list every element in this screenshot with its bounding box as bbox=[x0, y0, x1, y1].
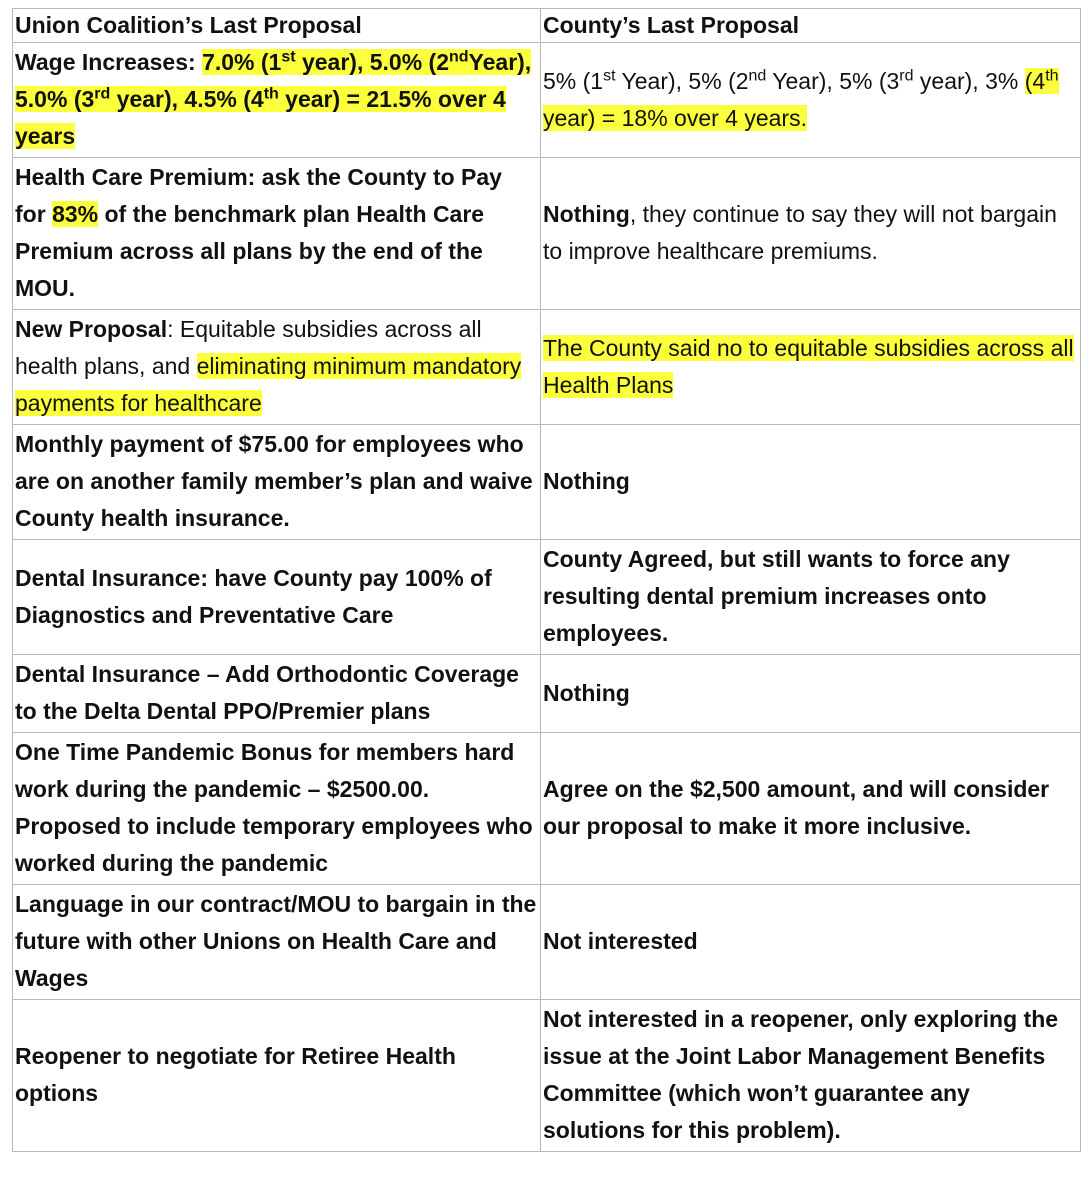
table-row bbox=[13, 733, 1081, 885]
county-wage-text: Year), 5% (2 bbox=[615, 67, 749, 94]
county-response-cell: Not interested bbox=[541, 885, 1081, 1000]
county-wage-text: (4 bbox=[1024, 67, 1046, 94]
county-response-cell: Not interested in a reopener, only exploring the issue at the Joint Labor Management Benefits Committee (which won’t guarantee any solutions for this problem). bbox=[541, 1000, 1081, 1152]
union-proposal-cell: Monthly payment of $75.00 for employees who are on another family member’s plan and waive County health insurance. bbox=[13, 425, 541, 540]
county-wage-text: Year), 5% (3 bbox=[766, 67, 900, 94]
superscript: st bbox=[281, 48, 296, 66]
wage-text: Year), 5.0% (3 bbox=[15, 49, 532, 112]
highlighted-percentage: 83% bbox=[52, 201, 99, 227]
table-row bbox=[13, 425, 1081, 540]
table-row bbox=[13, 43, 1081, 158]
county-response-cell: Nothing bbox=[541, 655, 1081, 733]
header-row bbox=[13, 9, 1081, 43]
table-row bbox=[13, 885, 1081, 1000]
wage-label: Wage Increases: bbox=[15, 49, 203, 75]
proposal-text: Health Care Premium: ask the County to Pay for bbox=[15, 164, 502, 227]
union-proposal-cell bbox=[13, 310, 541, 425]
union-column-header: Union Coalition’s Last Proposal bbox=[13, 9, 541, 43]
superscript: nd bbox=[449, 48, 469, 66]
table-row bbox=[13, 310, 1081, 425]
wage-text: year) = 21.5% over 4 years bbox=[15, 86, 506, 149]
union-proposal-cell: Language in our contract/MOU to bargain in the future with other Unions on Health Care and Wages bbox=[13, 885, 541, 1000]
response-bold-text: Nothing bbox=[543, 201, 630, 227]
wage-text: year), 5.0% (2 bbox=[295, 49, 449, 75]
county-wage-text: 5% (1 bbox=[543, 67, 604, 94]
county-response-cell: Agree on the $2,500 amount, and will consider our proposal to make it more inclusive. bbox=[541, 733, 1081, 885]
proposal-comparison-table bbox=[12, 8, 1081, 1152]
highlighted-response-text: The County said no to equitable subsidies across all Health Plans bbox=[543, 334, 1074, 398]
table-row bbox=[13, 655, 1081, 733]
superscript: th bbox=[1045, 66, 1059, 84]
union-proposal-cell: Dental Insurance: have County pay 100% of Diagnostics and Preventative Care bbox=[13, 540, 541, 655]
county-response-cell bbox=[541, 158, 1081, 310]
county-column-header: County’s Last Proposal bbox=[541, 9, 1081, 43]
highlighted-proposal-text: eliminating minimum mandatory payments for healthcare bbox=[15, 353, 522, 416]
proposal-text: : Equitable subsidies across all health plans, and bbox=[15, 316, 482, 379]
response-text: , they continue to say they will not bargain to improve healthcare premiums. bbox=[543, 201, 1057, 264]
county-response-cell bbox=[541, 43, 1081, 158]
county-response-cell bbox=[541, 310, 1081, 425]
union-proposal-cell: Reopener to negotiate for Retiree Health options bbox=[13, 1000, 541, 1152]
table-row bbox=[13, 158, 1081, 310]
county-wage-text: year), 3% bbox=[913, 67, 1025, 94]
county-response-cell: Nothing bbox=[541, 425, 1081, 540]
union-proposal-cell bbox=[13, 158, 541, 310]
superscript: rd bbox=[899, 66, 914, 84]
proposal-bold-label: New Proposal bbox=[15, 316, 168, 342]
wage-text: 7.0% (1 bbox=[202, 49, 282, 75]
superscript: th bbox=[263, 85, 279, 103]
proposal-text: of the benchmark plan Health Care Premium across all plans by the end of the MOU. bbox=[15, 201, 485, 301]
wage-text: year), 4.5% (4 bbox=[110, 86, 264, 112]
union-proposal-cell bbox=[13, 43, 541, 158]
union-proposal-cell: One Time Pandemic Bonus for members hard work during the pandemic – $2500.00. Proposed to include temporary employees who worked during the pandemic bbox=[13, 733, 541, 885]
table-row bbox=[13, 1000, 1081, 1152]
superscript: nd bbox=[748, 66, 767, 84]
county-wage-text: year) = 18% over 4 years. bbox=[543, 104, 807, 131]
superscript: st bbox=[603, 66, 616, 84]
union-proposal-cell: Dental Insurance – Add Orthodontic Coverage to the Delta Dental PPO/Premier plans bbox=[13, 655, 541, 733]
table-row bbox=[13, 540, 1081, 655]
county-response-cell: County Agreed, but still wants to force any resulting dental premium increases onto employees. bbox=[541, 540, 1081, 655]
superscript: rd bbox=[94, 85, 111, 103]
